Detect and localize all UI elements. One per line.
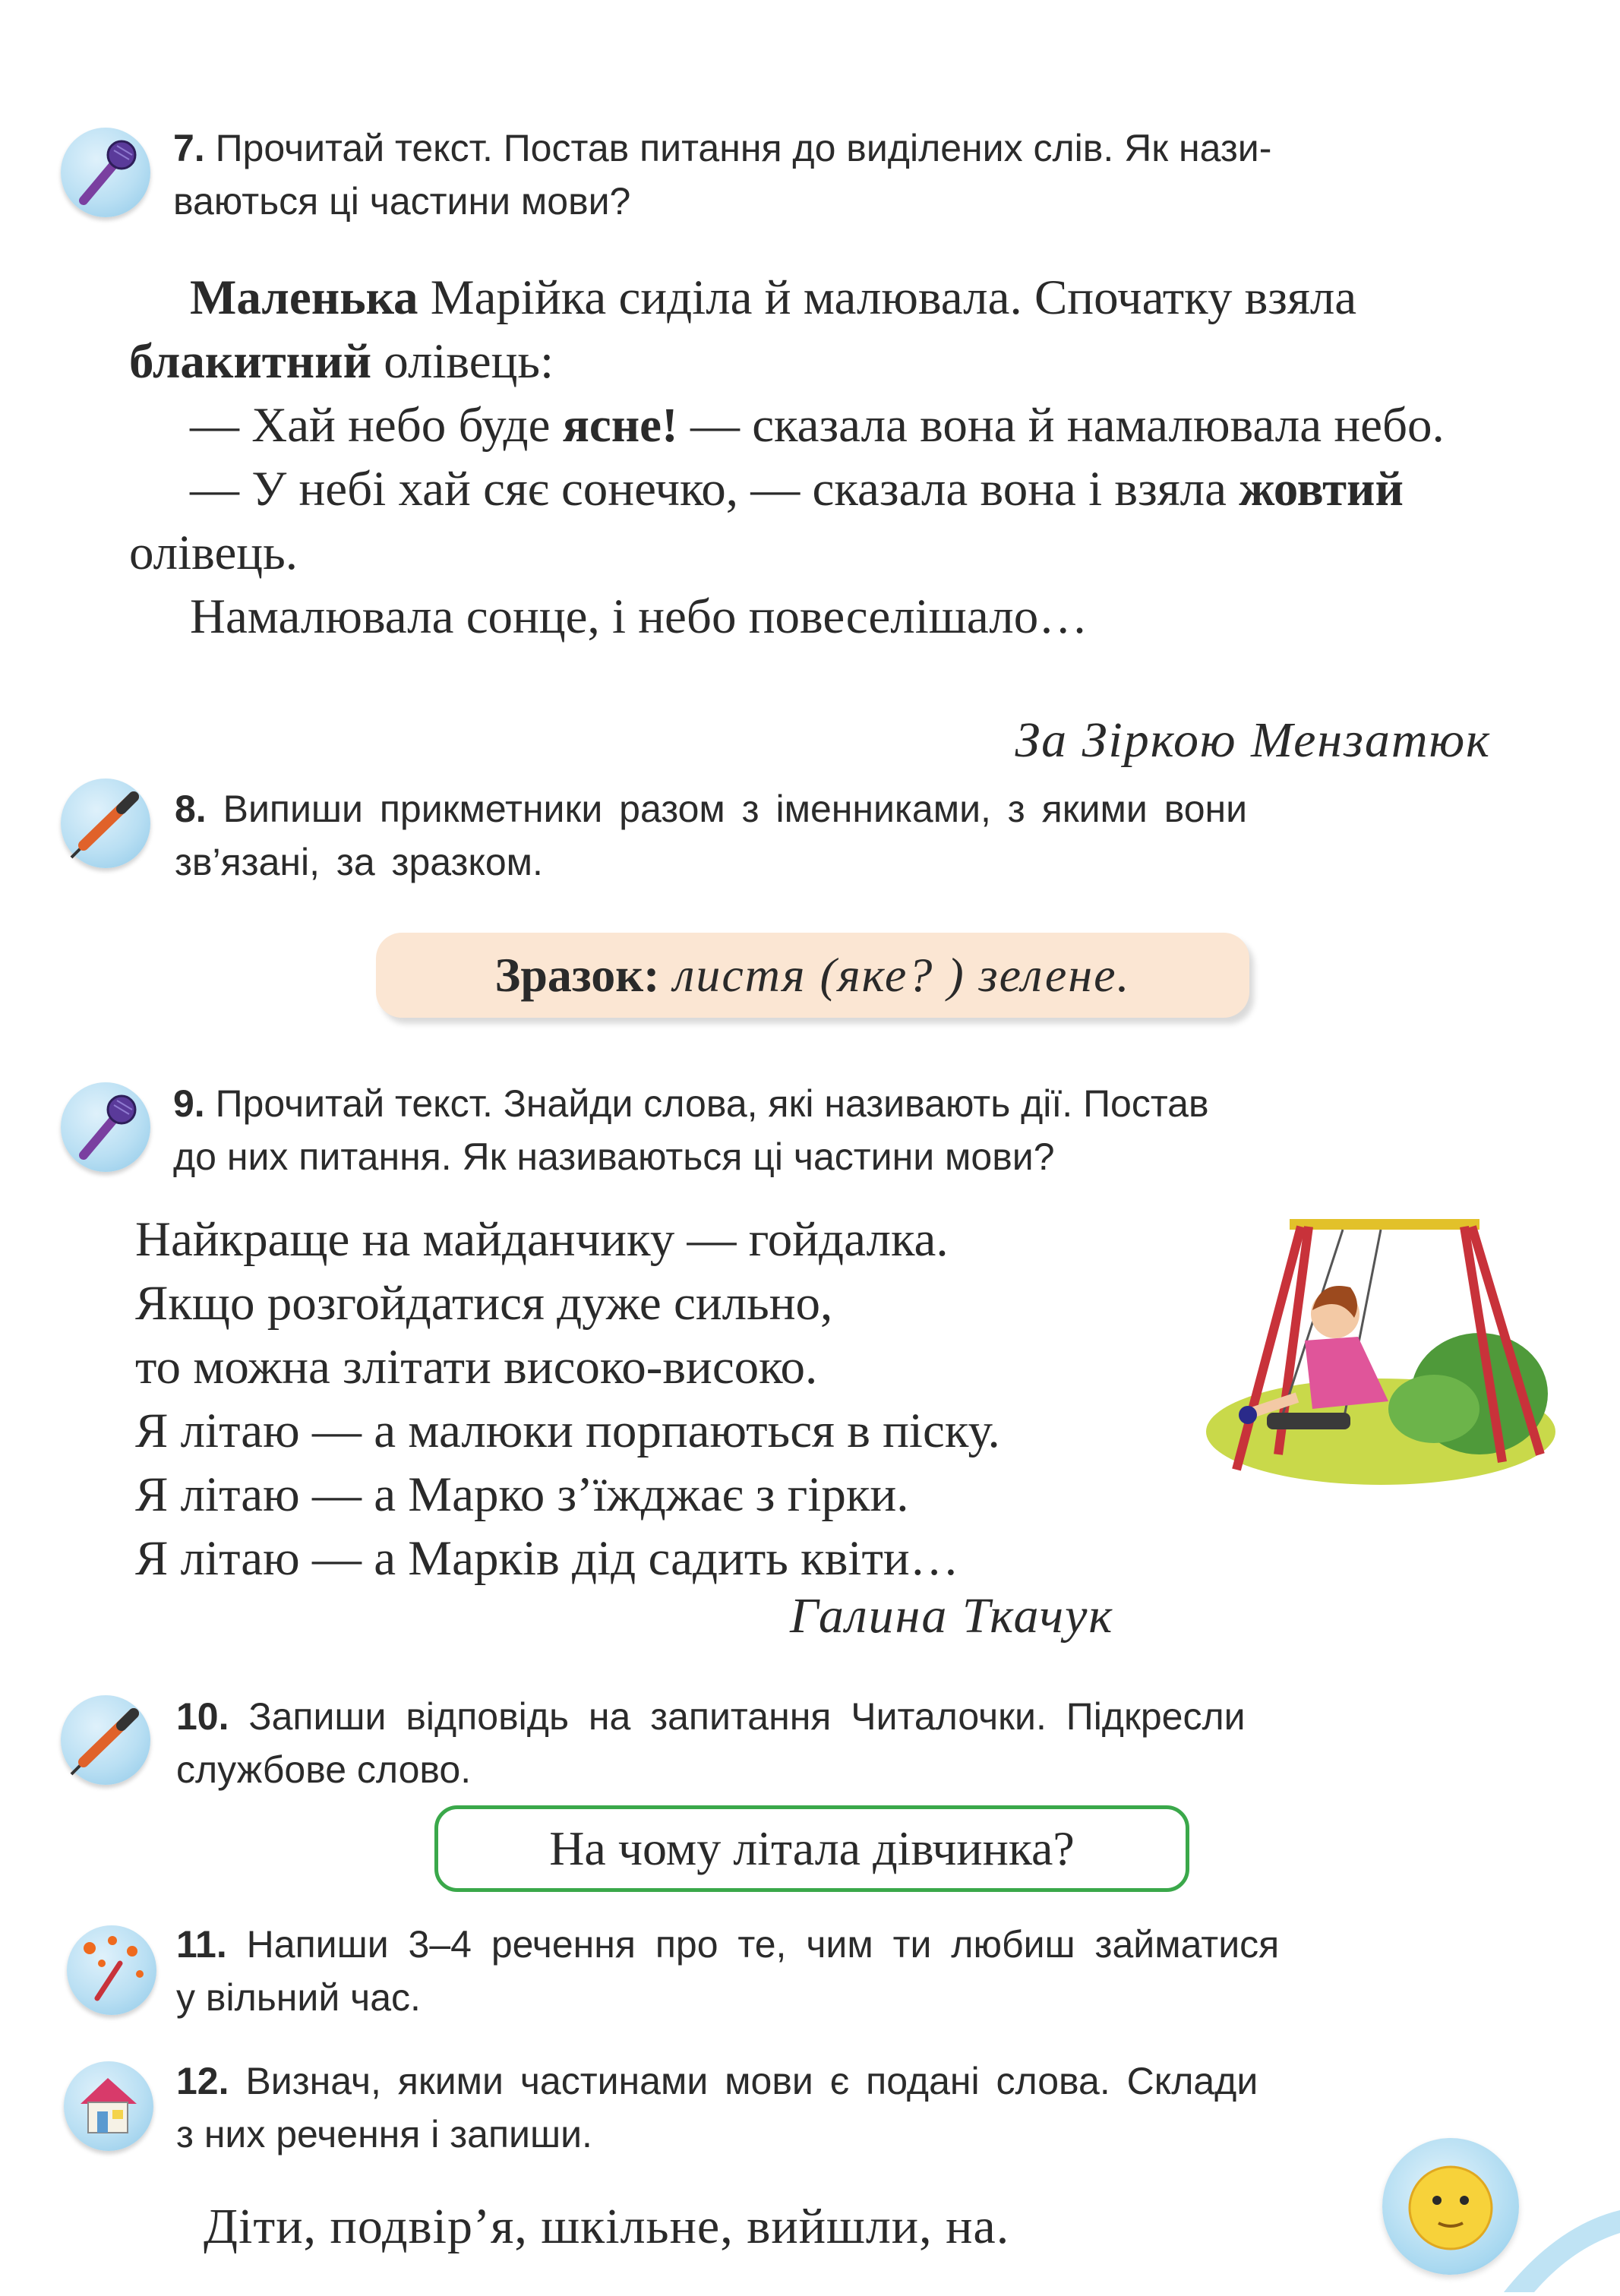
paragraph: — У небі хай сяє сонечко, — сказала вона і взяла жовтий олівець. — [129, 462, 1404, 580]
pen-icon — [61, 778, 150, 868]
task-text: Прочитай текст. Знайди слова, які називають дії. Постав — [215, 1082, 1209, 1125]
task-11-instruction — [176, 1918, 1498, 2024]
task-text: Визнач, якими частинами мови є подані слова. Склади — [245, 2060, 1258, 2102]
task-text: з них речення і запиши. — [176, 2113, 592, 2155]
paragraph: — Хай небо буде ясне! — сказала вона й намалювала небо. — [190, 398, 1445, 453]
microphone-icon — [61, 128, 150, 217]
text-author: За Зіркою Мензатюк — [1015, 712, 1491, 768]
poem-line: Я літаю — а Марко з’їжджає з гірки. — [135, 1467, 909, 1522]
task-text: до них питання. Як називаються ці частини мови? — [173, 1135, 1055, 1178]
sample-text: листя (яке? ) зелене. — [659, 948, 1131, 1002]
task-text: у вільний час. — [176, 1976, 421, 2019]
microphone-icon — [61, 1082, 150, 1172]
task-text: Запиши відповідь на запитання Читалочки. Підкресли — [248, 1695, 1246, 1738]
task-text: зв’язані, за зразком. — [175, 841, 543, 883]
task-number: 11. — [176, 1923, 227, 1966]
sample-box — [376, 933, 1249, 1018]
task-9-instruction — [173, 1077, 1495, 1183]
swing-illustration — [1206, 1204, 1555, 1492]
paragraph: Маленька Марійка сиділа й малювала. Спочатку взяла блакитний олівець: — [129, 270, 1357, 389]
poem-line: Я літаю — а Марків дід садить квіти… — [135, 1531, 959, 1586]
paragraph: Намалювала сонце, і небо повеселішало… — [190, 589, 1088, 644]
task-number: 12. — [176, 2060, 229, 2102]
poem-line: то можна злітати високо-високо. — [135, 1340, 818, 1394]
task-text: Випиши прикметники разом з іменниками, з якими вони — [223, 788, 1248, 830]
poem-line: Я літаю — а малюки порпаються в піску. — [135, 1404, 1000, 1458]
reading-text — [129, 266, 1496, 649]
poem-author: Галина Ткачук — [790, 1588, 1114, 1644]
task-number: 10. — [176, 1695, 229, 1738]
task-12-instruction — [176, 2054, 1498, 2161]
task-8-instruction — [175, 782, 1496, 889]
poem-line: Найкраще на майданчику — гойдалка. — [135, 1212, 949, 1267]
task-number: 8. — [175, 788, 207, 830]
task-7-instruction — [173, 122, 1495, 228]
house-icon — [64, 2061, 153, 2151]
task-number: 9. — [173, 1082, 205, 1125]
task-number: 7. — [173, 127, 205, 169]
pen-icon — [61, 1695, 150, 1785]
sample-label: Зразок: — [494, 948, 660, 1002]
task-10-instruction — [176, 1690, 1498, 1796]
corner-swoosh — [1489, 2203, 1620, 2292]
poem-line: Якщо розгойдатися дуже сильно, — [135, 1276, 833, 1331]
sparkle-wand-icon — [67, 1925, 156, 2015]
task-text: службове слово. — [176, 1748, 472, 1791]
task-text: ваються ці частини мови? — [173, 180, 631, 223]
task-text: Прочитай текст. Постав питання до виділених слів. Як нази- — [215, 127, 1272, 169]
poem-text — [135, 1208, 1236, 1590]
question-box: На чому літала дівчинка? — [434, 1805, 1189, 1892]
task-text: Напиши 3–4 речення про те, чим ти любиш займатися — [246, 1923, 1280, 1966]
word-list: Діти, подвір’я, шкільне, вийшли, на. — [204, 2199, 1010, 2254]
